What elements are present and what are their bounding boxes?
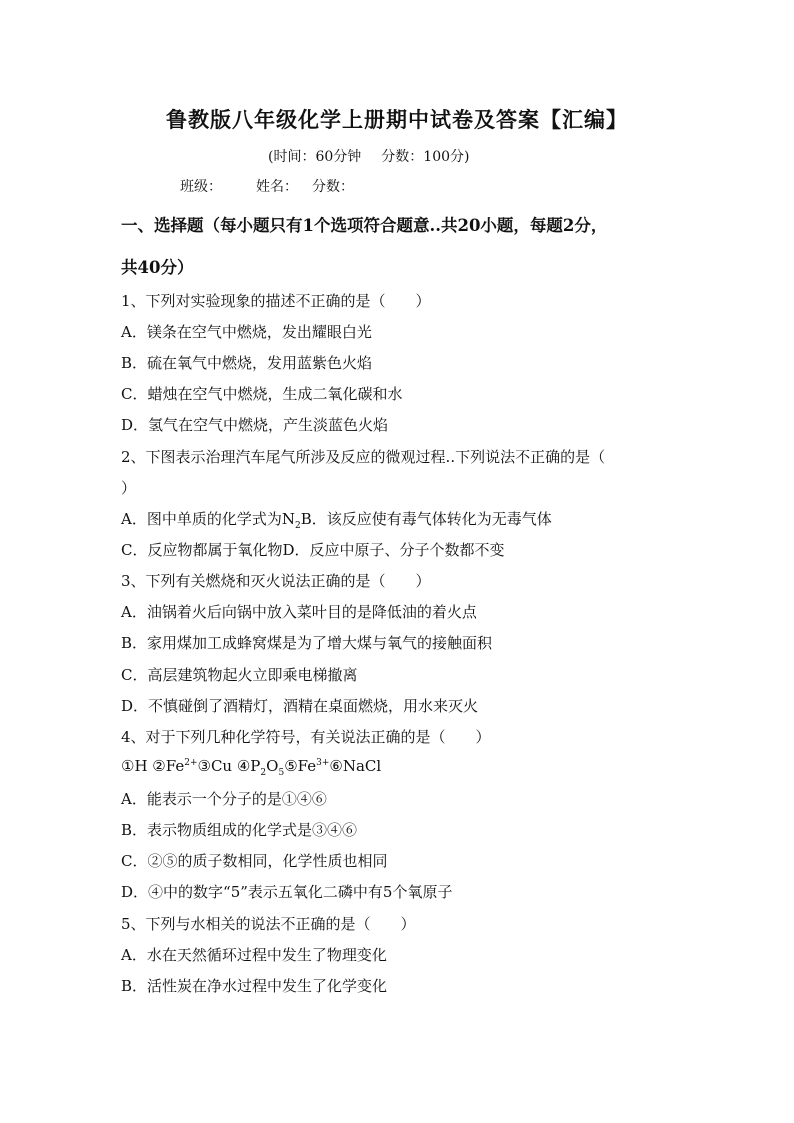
q4-symbol-1: ①H ②Fe — [121, 757, 185, 775]
q4-option-b: B．表示物质组成的化学式是③④⑥ — [121, 821, 358, 839]
name-label: 姓名： — [256, 179, 298, 195]
q2-option-a-text: A．图中单质的化学式为N — [121, 510, 295, 528]
page-title: 鲁教版八年级化学上册期中试卷及答案【汇编】 — [166, 107, 628, 132]
q5-option-b: B．活性炭在净水过程中发生了化学变化 — [121, 977, 388, 995]
q2-option-a-subscript: 2 — [294, 521, 301, 531]
q1-option-c: C．蜡烛在空气中燃烧，生成二氧化碳和水 — [121, 385, 403, 403]
exam-score: 分数：100分) — [381, 149, 470, 165]
q2-options-cd: C．反应物都属于氧化物D．反应中原子、分子个数都不变 — [121, 541, 505, 559]
exam-meta — [268, 146, 469, 166]
q5-stem: 5、下列与水相关的说法不正确的是（ ） — [121, 915, 416, 933]
q1-option-a: A．镁条在空气中燃烧，发出耀眼白光 — [121, 323, 372, 341]
q4-symbol-1-charge: 2+ — [184, 758, 198, 768]
q2-stem-line2: ） — [121, 479, 137, 497]
q4-option-c: C．②⑤的质子数相同，化学性质也相同 — [121, 852, 388, 870]
section-heading-line2: 共40分） — [121, 258, 194, 277]
class-label: 班级： — [180, 179, 222, 195]
q2-option-b-text: B．该反应使有毒气体转化为无毒气体 — [300, 510, 552, 528]
q4-symbols — [121, 757, 381, 778]
q2-options-ab — [121, 508, 552, 531]
q4-symbol-2-sub1: 2 — [260, 768, 267, 778]
q3-stem: 3、下列有关燃烧和灭火说法正确的是（ ） — [121, 572, 431, 590]
q4-option-d: D．④中的数字“5”表示五氧化二磷中有5个氧原子 — [121, 883, 453, 901]
q3-option-d: D．不慎碰倒了酒精灯，酒精在桌面燃烧，用水来灭火 — [121, 697, 479, 715]
q5-option-a: A．水在天然循环过程中发生了物理变化 — [121, 946, 387, 964]
q1-option-b: B．硫在氧气中燃烧，发用蓝紫色火焰 — [121, 354, 373, 372]
q4-symbol-3: ⑤Fe — [284, 757, 317, 775]
q4-symbol-2: ③Cu ④P — [197, 757, 261, 775]
q1-option-d: D．氢气在空气中燃烧，产生淡蓝色火焰 — [121, 416, 389, 434]
q4-option-a: A．能表示一个分子的是①④⑥ — [121, 790, 327, 808]
q2-stem-line1: 2、下图表示治理汽车尾气所涉及反应的微观过程..下列说法不正确的是（ — [121, 448, 606, 466]
q4-symbol-2-oxygen: O — [266, 757, 279, 775]
q4-symbol-3-charge: 3+ — [316, 758, 330, 768]
q3-option-c: C．高层建筑物起火立即乘电梯撤离 — [121, 666, 358, 684]
points-label: 分数： — [312, 179, 354, 195]
q4-symbol-2-sub2: 5 — [278, 768, 285, 778]
q4-symbol-4: ⑥NaCl — [329, 757, 382, 775]
q4-stem: 4、对于下列几种化学符号，有关说法正确的是（ ） — [121, 728, 491, 746]
q3-option-b: B．家用煤加工成蜂窝煤是为了增大煤与氧气的接触面积 — [121, 634, 493, 652]
section-heading-line1: 一、选择题（每小题只有1个选项符合题意..共20小题，每题2分， — [121, 216, 608, 235]
q1-stem: 1、下列对实验现象的描述不正确的是（ ） — [121, 292, 431, 310]
q3-option-a: A．油锅着火后向锅中放入菜叶目的是降低油的着火点 — [121, 603, 477, 621]
student-fields — [180, 176, 354, 196]
exam-time: (时间：60分钟 — [268, 149, 362, 165]
